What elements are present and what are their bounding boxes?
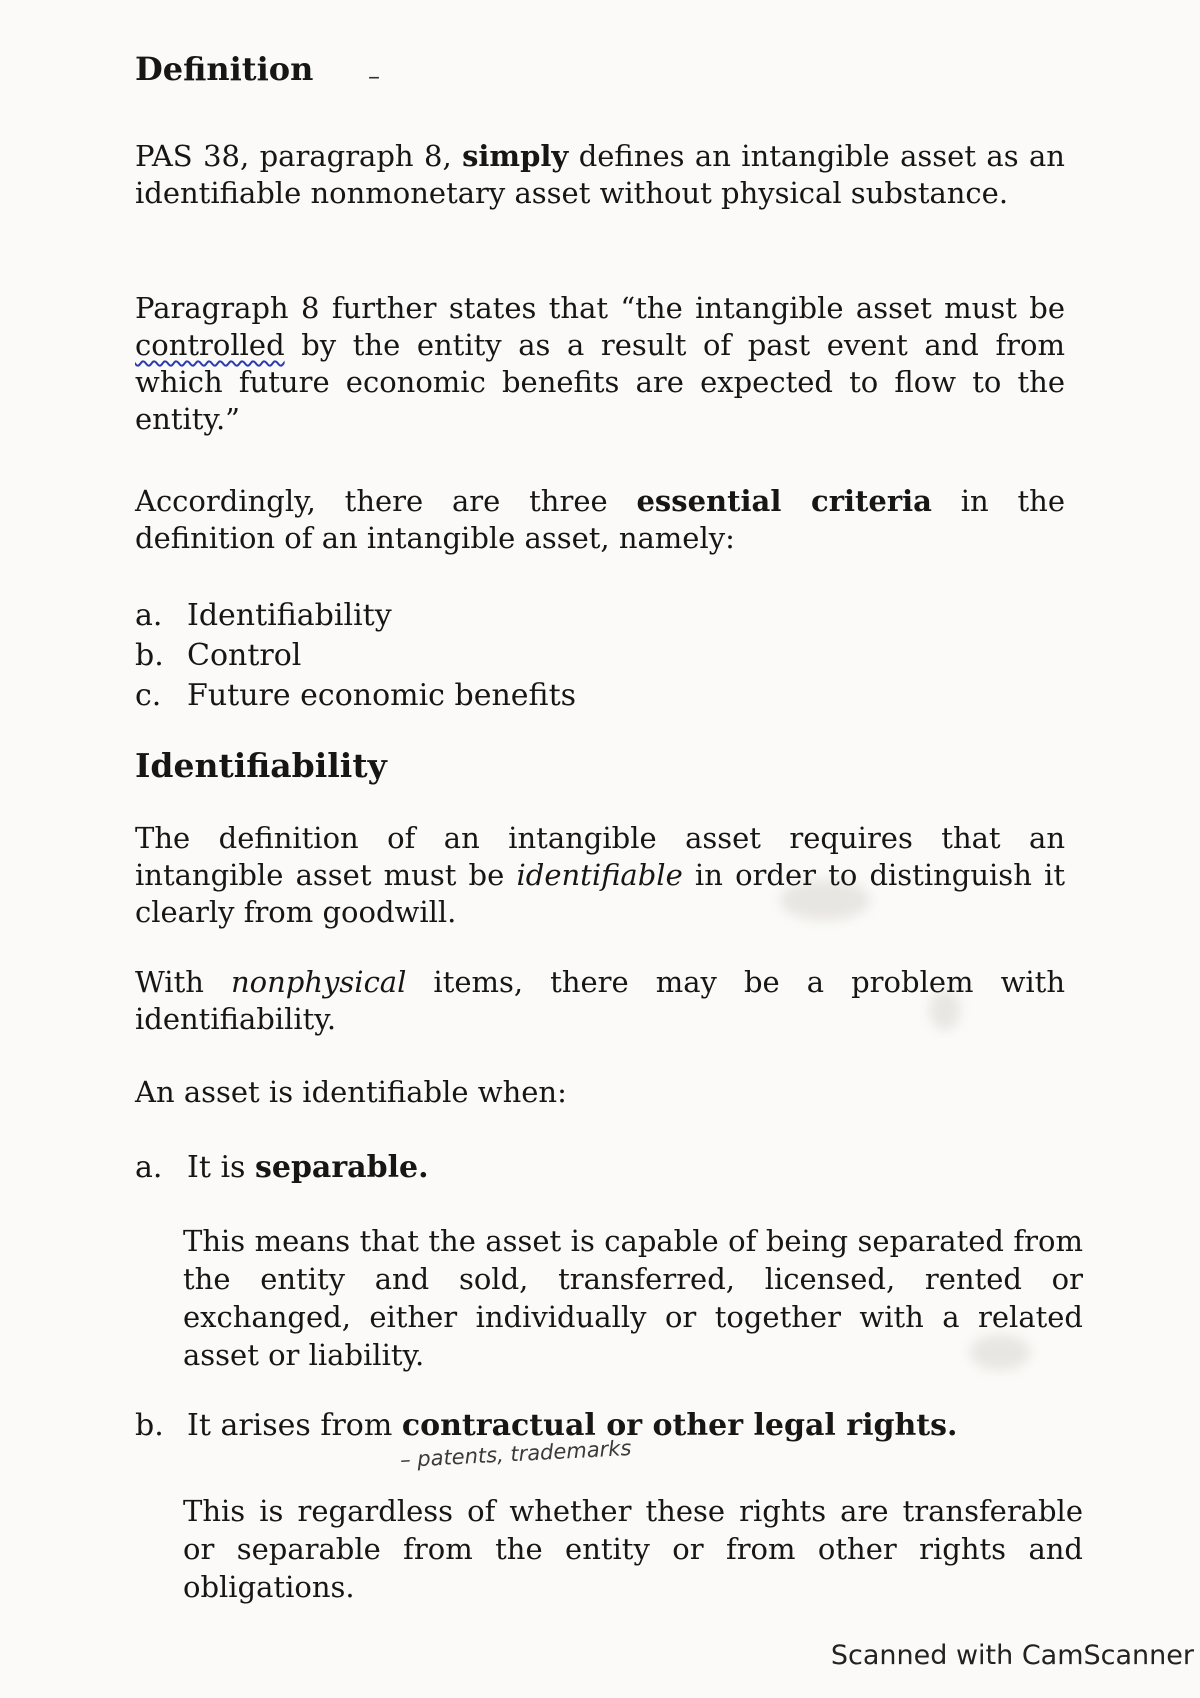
scanner-watermark: Scanned with CamScanner — [830, 1640, 1194, 1671]
text-run: Accordingly, there are three — [135, 484, 637, 518]
bold-text: separable. — [254, 1150, 429, 1185]
italic-text: nonphysical — [230, 965, 407, 999]
text-run: It arises from — [187, 1408, 402, 1443]
text-run: by the entity as a result of past event and from which future economic benefits are expected to flow to the entity.” — [135, 328, 1065, 436]
list-item — [135, 596, 576, 636]
italic-text: identifiable — [516, 858, 683, 892]
list-marker: c. — [135, 678, 162, 713]
list-item — [135, 636, 576, 676]
list-item-label: Identifiability — [187, 598, 392, 633]
paragraph-nonphysical — [135, 964, 1065, 1038]
text-run: Paragraph 8 further states that “the intangible asset must be — [135, 291, 1065, 325]
list-marker: b. — [135, 638, 164, 673]
bold-text: essential criteria — [636, 484, 932, 518]
list-marker: a. — [135, 598, 163, 633]
paragraph-identifiability — [135, 820, 1065, 931]
list-item-label: Future economic benefits — [187, 678, 577, 713]
text-run: It is — [187, 1150, 255, 1185]
text-run: PAS 38, paragraph 8, — [135, 139, 463, 173]
pen-dash-mark: – — [368, 62, 380, 90]
text-run: items, there may be a problem with identifiability. — [135, 965, 1065, 1036]
list-item — [135, 676, 576, 716]
text-run: in order to distinguish it clearly from goodwill. — [135, 858, 1065, 929]
paragraph-definition — [135, 138, 1065, 212]
page-title: Definition — [135, 50, 314, 88]
subitem-a-body: This means that the asset is capable of being separated from the entity and sold, transferred, licensed, rented or exchanged, either individually or together with a related asset or liability. — [183, 1224, 1083, 1372]
section-heading: Identifiability — [135, 746, 387, 785]
handwritten-note: – patents, trademarks — [399, 1435, 632, 1473]
paragraph-criteria-intro — [135, 483, 1065, 557]
bold-text: contractual or other legal rights. — [401, 1408, 958, 1443]
text-run: The definition of an intangible asset requires that an intangible asset must be — [135, 821, 1065, 892]
text-run: With — [135, 965, 231, 999]
list-marker: b. — [135, 1408, 164, 1443]
list-marker: a. — [135, 1150, 163, 1185]
paragraph-identifiable-when: An asset is identifiable when: — [135, 1075, 567, 1109]
criteria-list — [135, 596, 576, 716]
underlined-text: controlled — [135, 328, 285, 362]
subitem-a-heading — [135, 1150, 429, 1185]
subitem-b-body: This is regardless of whether these rights are transferable or separable from the entity or from other rights and obligations. — [183, 1494, 1083, 1604]
list-item-label: Control — [187, 638, 302, 673]
subitem-b-heading — [135, 1408, 957, 1443]
paragraph-control-quote — [135, 290, 1065, 438]
text-run: in the definition of an intangible asset, namely: — [135, 484, 1066, 555]
bold-text: simply — [462, 139, 569, 173]
text-run: defines an intangible asset as an identifiable nonmonetary asset without physical substance. — [135, 139, 1065, 210]
